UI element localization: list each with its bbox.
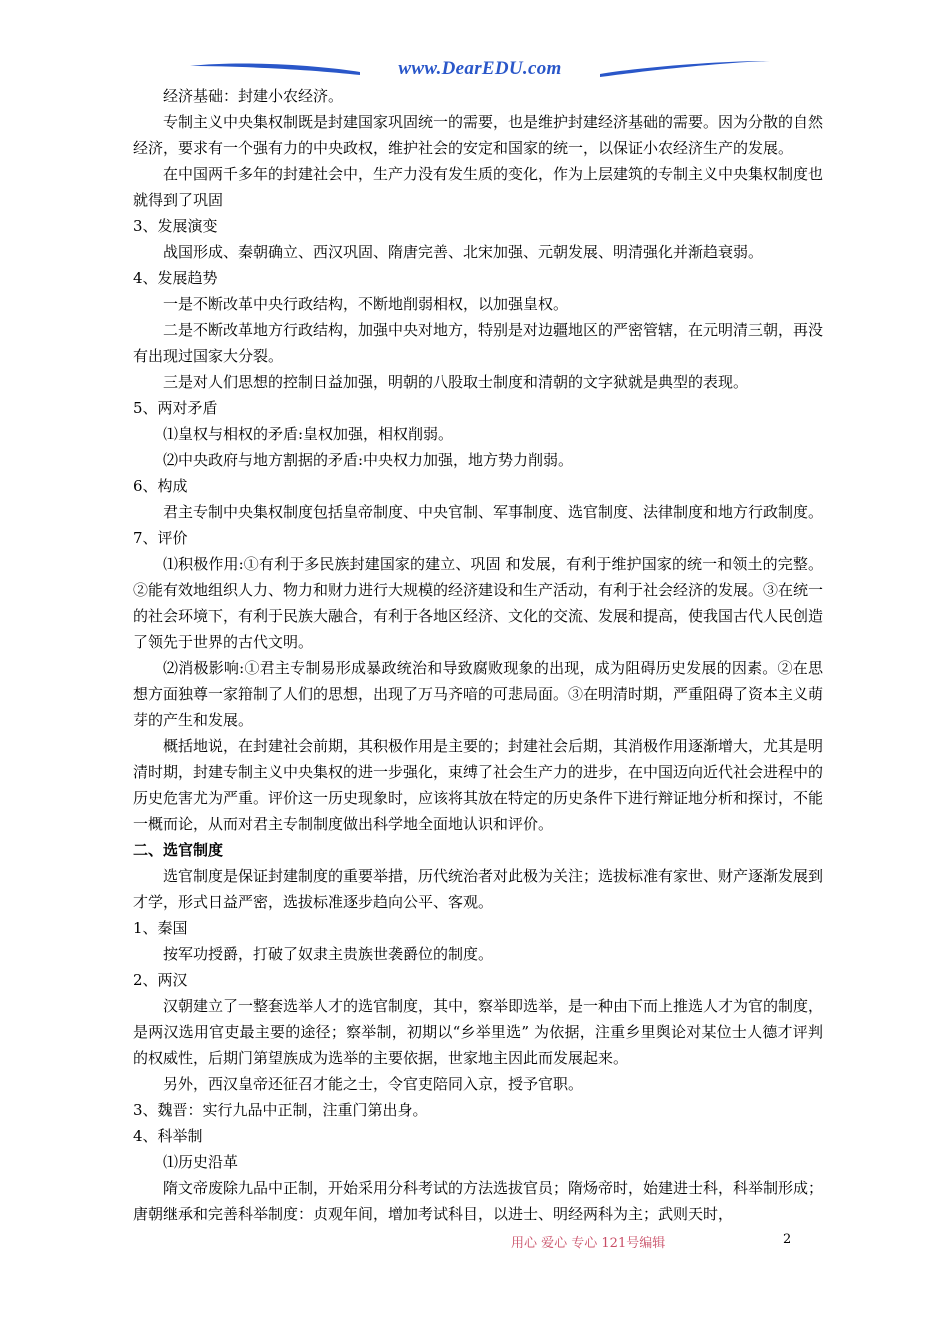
subsection-heading: 3、发展演变 [133, 217, 218, 235]
paragraph: 在中国两千多年的封建社会中，生产力没有发生质的变化，作为上层建筑的专制主义中央集权制度也就得到了巩固 [133, 165, 824, 209]
paragraph: ⑵中央政府与地方割据的矛盾:中央权力加强，地方势力削弱。 [163, 451, 574, 469]
subsection-heading: 4、科举制 [133, 1127, 203, 1145]
subsection-heading: 4、发展趋势 [133, 269, 218, 287]
subsection-heading: 5、两对矛盾 [133, 399, 218, 417]
subsection-heading: 1、秦国 [133, 919, 188, 937]
paragraph: 按军功授爵，打破了奴隶主贵族世袭爵位的制度。 [163, 945, 494, 963]
paragraph: ⑴历史沿革 [163, 1153, 239, 1171]
paragraph: 专制主义中央集权制既是封建国家巩固统一的需要，也是维护封建经济基础的需要。因为分散的自然经济，要求有一个强有力的中央政权，维护社会的安定和国家的统一，以保证小农经济生产的发展。 [133, 113, 824, 157]
document-body [133, 83, 823, 1227]
paragraph: 选官制度是保证封建制度的重要举措，历代统治者对此极为关注；选拔标准有家世、财产逐渐发展到才学，形式日益严密，选拔标准逐步趋向公平、客观。 [133, 867, 824, 911]
subsection-heading: 2、两汉 [133, 971, 188, 989]
paragraph: ⑵消极影响:①君主专制易形成暴政统治和导致腐败现象的出现，成为阻碍历史发展的因素。②在思想方面独尊一家箝制了人们的思想，出现了万马齐喑的可悲局面。③在明清时期，严重阻碍了资本主义萌芽的产生和发展。 [133, 659, 824, 729]
paragraph: 另外，西汉皇帝还征召才能之士，令官吏陪同入京，授予官职。 [163, 1075, 584, 1093]
paragraph: ⑴皇权与相权的矛盾:皇权加强，相权削弱。 [163, 425, 454, 443]
footer-editor-note: 用心 爱心 专心 121号编辑 [511, 1236, 666, 1251]
subsection-heading: 3、魏晋：实行九品中正制，注重门第出身。 [133, 1101, 428, 1119]
section-heading: 二、选官制度 [133, 841, 224, 859]
paragraph: 君主专制中央集权制度包括皇帝制度、中央官制、军事制度、选官制度、法律制度和地方行政制度。 [163, 503, 824, 521]
paragraph: 战国形成、秦朝确立、西汉巩固、隋唐完善、北宋加强、元朝发展、明清强化并渐趋衰弱。 [163, 243, 764, 261]
paragraph: 隋文帝废除九品中正制，开始采用分科考试的方法选拔官员；隋炀帝时，始建进士科，科举制形成；唐朝继承和完善科举制度：贞观年间，增加考试科目，以进士、明经两科为主；武则天时， [133, 1179, 824, 1223]
paragraph: 三是对人们思想的控制日益加强，明朝的八股取士制度和清朝的文字狱就是典型的表现。 [163, 373, 749, 391]
paragraph: 一是不断改革中央行政结构，不断地削弱相权，以加强皇权。 [163, 295, 569, 313]
subsection-heading: 6、构成 [133, 477, 188, 495]
paragraph: ⑴积极作用:①有利于多民族封建国家的建立、巩固 和发展，有利于维护国家的统一和领土的完整。②能有效地组织人力、物力和财力进行大规模的经济建设和生产活动，有利于社会经济的发展。③在统一的社会环境下，有利于民族大融合，有利于各地区经济、文化的交流、发展和提高，使我国古代人民创造了领先于世界的古代文明。 [133, 555, 824, 651]
paragraph: 概括地说，在封建社会前期，其积极作用是主要的；封建社会后期，其消极作用逐渐增大，尤其是明清时期，封建专制主义中央集权的进一步强化，束缚了社会生产力的进步，在中国迈向近代社会进程中的历史危害尤为严重。评价这一历史现象时，应该将其放在特定的历史条件下进行辩证地分析和探讨，不能一概而论，从而对君主专制制度做出科学地全面地认识和评价。 [133, 737, 824, 833]
subsection-heading: 7、评价 [133, 529, 188, 547]
page-number: 2 [783, 1232, 792, 1247]
paragraph: 二是不断改革地方行政结构，加强中央对地方，特别是对边疆地区的严密管辖，在元明清三朝，再没有出现过国家大分裂。 [133, 321, 824, 365]
paragraph: 汉朝建立了一整套选举人才的选官制度，其中，察举即选举，是一种由下而上推选人才为官的制度，是两汉选用官吏最主要的途径；察举制，初期以“乡举里选” 为依据，注重乡里舆论对某位士人德才评判的权威性，后期门第望族成为选举的主要依据，世家地主因此而发展起来。 [133, 997, 824, 1067]
paragraph: 经济基础：封建小农经济。 [163, 87, 344, 105]
header-site-name: www.DearEDU.com [398, 58, 562, 79]
page-footer [0, 1232, 950, 1254]
